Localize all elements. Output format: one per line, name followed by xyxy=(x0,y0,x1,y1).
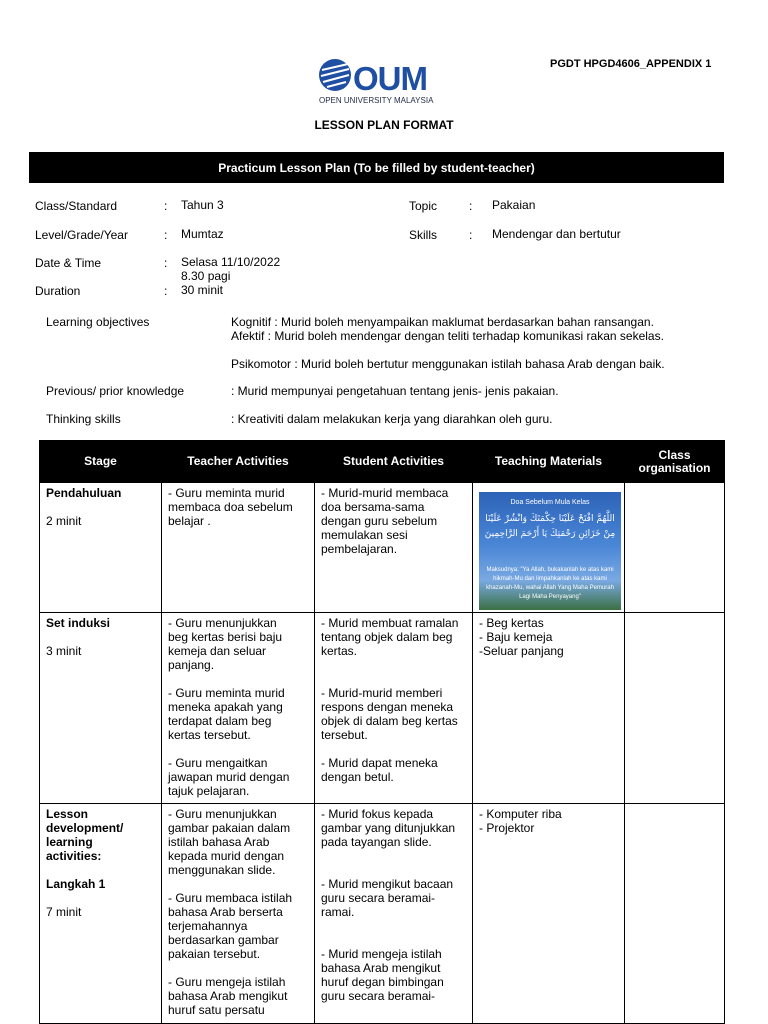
class-label: Class/Standard xyxy=(35,199,118,213)
objective-affective: Afektif : Murid boleh mendengar dengan teliti terhadap komunikasi rakan sekelas. xyxy=(231,329,664,343)
logo-wordmark: OUM xyxy=(353,60,427,97)
teaching-materials-text: - Komputer riba - Projektor xyxy=(479,807,562,835)
teacher-activity-text: - Guru menunjukkan beg kertas berisi baju kemeja dan seluar panjang. - Guru meminta murid meneka apakah yang terdapat dalam beg kertas tersebut. - Guru mengaitkan jawapan murid dengan tajuk pelajaran. xyxy=(168,616,290,798)
teacher-activity-text: - Guru meminta murid membaca doa sebelum belajar . xyxy=(168,486,293,528)
student-activities-cell xyxy=(315,804,473,1024)
table-header-row xyxy=(40,441,725,483)
duration-value: 30 minit xyxy=(181,283,224,297)
header-class-organisation: Class organisation xyxy=(625,441,725,483)
time-value: 8.30 pagi xyxy=(181,269,231,283)
topic-label: Topic xyxy=(409,199,438,213)
teaching-materials-cell xyxy=(473,804,625,1024)
student-activity-text: - Murid membuat ramalan tentang objek dalam beg kertas. - Murid-murid memberi respons dengan meneka objek di dalam beg kertas tersebut. - Murid dapat meneka dengan betul. xyxy=(321,616,459,784)
level-label: Level/Grade/Year xyxy=(35,228,128,242)
colon: : xyxy=(469,228,473,242)
prayer-image xyxy=(479,492,621,610)
skills-value: Mendengar dan bertutur xyxy=(492,227,621,241)
banner-text: Practicum Lesson Plan (To be filled by student-teacher) xyxy=(218,160,535,175)
stage-name: Set induksi xyxy=(46,616,111,630)
colon: : xyxy=(164,256,168,270)
class-organisation-cell xyxy=(625,613,725,804)
stage-cell xyxy=(40,613,162,804)
globe-icon xyxy=(318,58,352,92)
class-organisation-cell xyxy=(625,804,725,1024)
learning-objectives-label: Learning objectives xyxy=(46,315,150,329)
prayer-title: Doa Sebelum Mula Kelas xyxy=(510,499,590,506)
thinking-skills-label: Thinking skills xyxy=(46,412,121,426)
header-teacher-activities: Teacher Activities xyxy=(162,441,315,483)
stage-name: Lesson development/ learning activities: Langkah 1 xyxy=(46,807,124,891)
stage-time: 2 minit xyxy=(46,514,82,528)
class-value: Tahun 3 xyxy=(181,198,224,212)
teaching-materials-text: - Beg kertas - Baju kemeja -Seluar panjang xyxy=(479,616,564,658)
header-stage: Stage xyxy=(40,441,162,483)
oum-logo xyxy=(318,58,458,110)
prior-knowledge-label: Previous/ prior knowledge xyxy=(46,384,185,398)
appendix-label: PGDT HPGD4606_APPENDIX 1 xyxy=(550,58,712,70)
table-row xyxy=(40,613,725,804)
stage-time: 3 minit xyxy=(46,644,82,658)
teacher-activities-cell xyxy=(162,483,315,613)
duration-label: Duration xyxy=(35,284,81,298)
topic-value: Pakaian xyxy=(492,198,536,212)
colon: : xyxy=(469,199,473,213)
prayer-arabic-line2: مِنْ خَزَائِنِ رَحْمَتِكَ يَا أَرْحَمَ الرَّاحِمِينَ xyxy=(484,529,616,539)
teaching-materials-cell xyxy=(473,483,625,613)
colon: : xyxy=(164,199,168,213)
page-title: LESSON PLAN FORMAT xyxy=(314,118,454,132)
prayer-translation: Maksudnya: "Ya Allah, bukakanlah ke atas kami hikmah-Mu dan limpahkanlah ke atas kami khazanah-Mu, wahai Allah Yang Maha Pemurah Lagi Maha Penyayang" xyxy=(486,567,614,600)
header-student-activities: Student Activities xyxy=(315,441,473,483)
logo-subtitle: OPEN UNIVERSITY MALAYSIA xyxy=(319,96,434,105)
class-organisation-cell xyxy=(625,483,725,613)
prayer-arabic xyxy=(483,512,617,542)
colon: : xyxy=(164,284,168,298)
teacher-activity-text: - Guru menunjukkan gambar pakaian dalam istilah bahasa Arab kepada murid dengan menggunakan slide. - Guru membaca istilah bahasa Arab berserta terjemahannya berdasarkan gambar pakaian tersebut. - Guru mengeja istilah bahasa Arab mengikut huruf satu persatu xyxy=(168,807,293,1017)
date-label: Date & Time xyxy=(35,256,102,270)
student-activities-cell xyxy=(315,483,473,613)
header-teaching-materials: Teaching Materials xyxy=(473,441,625,483)
date-value: Selasa 11/10/2022 xyxy=(181,255,281,269)
stage-cell xyxy=(40,804,162,1024)
teacher-activities-cell xyxy=(162,804,315,1024)
section-banner xyxy=(29,152,724,183)
teacher-activities-cell xyxy=(162,613,315,804)
prior-knowledge-value: : Murid mempunyai pengetahuan tentang jenis- jenis pakaian. xyxy=(231,384,559,398)
prayer-arabic-line1: اللَّهُمَّ افْتَحْ عَلَيْنَا حِكْمَتَكَ وَانْشُرْ عَلَيْنَا xyxy=(485,514,615,524)
student-activity-text: - Murid-murid membaca doa bersama-sama dengan guru sebelum memulakan sesi pembelajaran. xyxy=(321,486,449,556)
lesson-plan-table xyxy=(39,440,725,1024)
stage-name: Pendahuluan xyxy=(46,486,122,500)
table-row xyxy=(40,483,725,613)
student-activities-cell xyxy=(315,613,473,804)
skills-label: Skills xyxy=(409,228,438,242)
thinking-skills-value: : Kreativiti dalam melakukan kerja yang diarahkan oleh guru. xyxy=(231,412,553,426)
stage-cell xyxy=(40,483,162,613)
student-activity-text: - Murid fokus kepada gambar yang ditunjukkan pada tayangan slide. - Murid mengikut bacaan guru secara beramai- ramai. - Murid mengeja istilah bahasa Arab mengikut huruf degan bimbingan guru secara beramai- xyxy=(321,807,456,1003)
colon: : xyxy=(164,228,168,242)
objective-cognitive: Kognitif : Murid boleh menyampaikan maklumat berdasarkan bahan ransangan. xyxy=(231,315,654,329)
stage-time: 7 minit xyxy=(46,905,82,919)
teaching-materials-cell xyxy=(473,613,625,804)
level-value: Mumtaz xyxy=(181,227,224,241)
objective-psychomotor: Psikomotor : Murid boleh bertutur menggunakan istilah bahasa Arab dengan baik. xyxy=(231,357,665,371)
table-row xyxy=(40,804,725,1024)
